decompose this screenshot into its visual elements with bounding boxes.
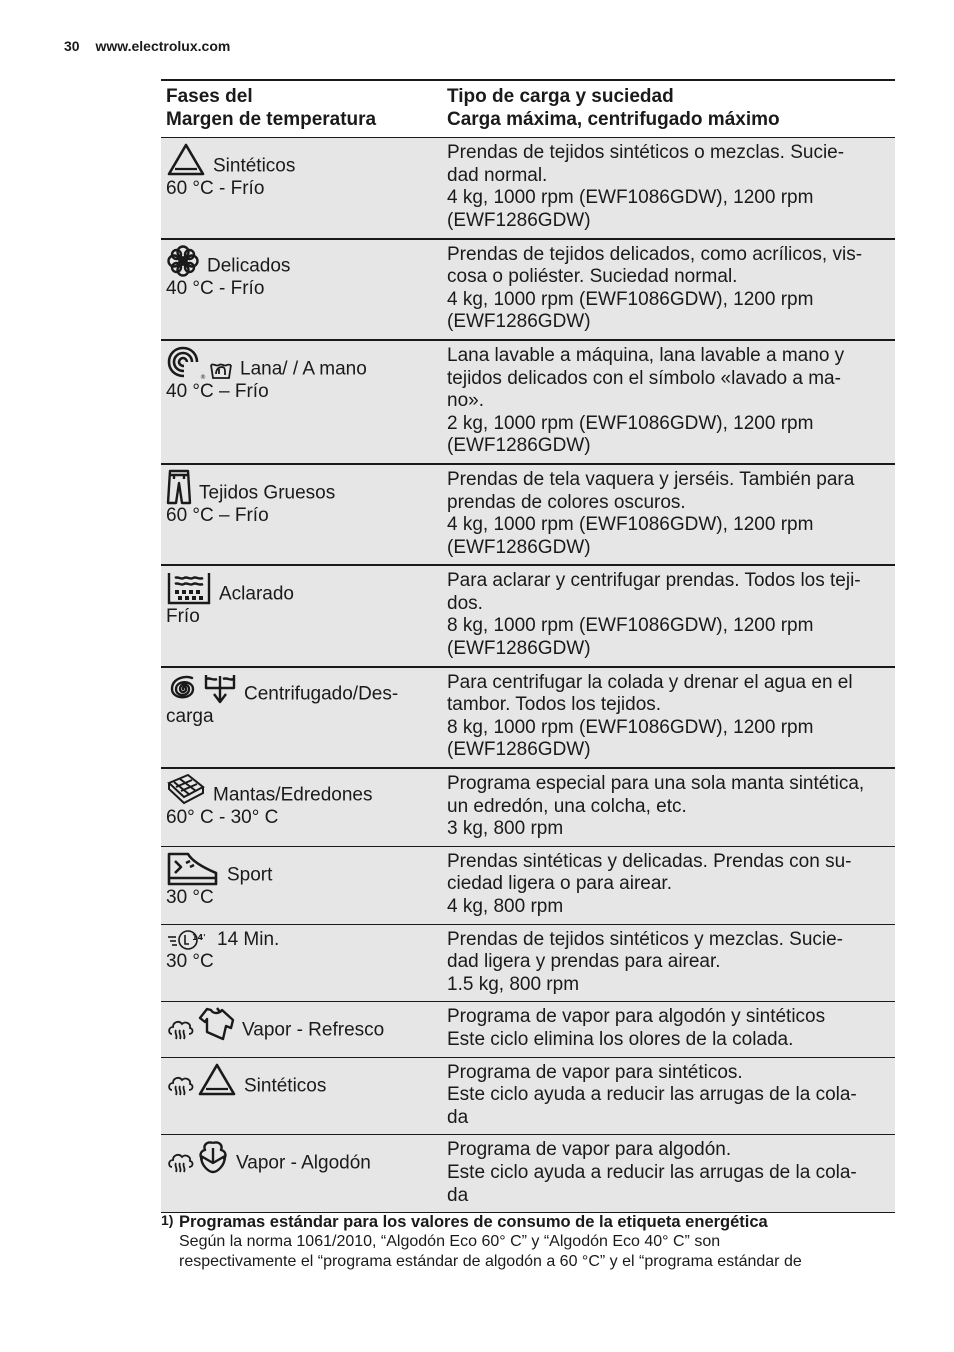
description-line: 4 kg, 1000 rpm (EWF1086GDW), 1200 rpm [447, 288, 814, 310]
program-table [161, 79, 895, 1213]
description-line: dad ligera y prendas para airear. [447, 951, 721, 973]
quick-14-min-icon [166, 929, 213, 951]
program-icons [166, 672, 240, 706]
program-name: Delicados [207, 254, 291, 276]
table-row [161, 138, 895, 239]
program-icons [166, 1062, 240, 1098]
description-line: da [447, 1106, 469, 1128]
program-icons [166, 142, 209, 178]
program-icons [166, 929, 213, 951]
table-row [161, 1057, 895, 1135]
description-line: (EWF1286GDW) [447, 311, 591, 333]
rinse-tub-icon [166, 570, 215, 606]
description-line: Este ciclo ayuda a reducir las arrugas de la cola- [447, 1084, 857, 1106]
column-header-load [442, 80, 895, 138]
description-line: cosa o poliéster. Suciedad normal. [447, 266, 738, 288]
program-icons [166, 1006, 238, 1042]
description-line: Prendas de tela vaquera y jerséis. También para [447, 468, 855, 490]
program-icons [166, 345, 236, 381]
description-line: dad normal. [447, 164, 548, 186]
refresh-shirt-icon [197, 1006, 238, 1042]
wool-mark-icon [166, 345, 209, 381]
program-cell [161, 1002, 442, 1057]
program-name: Mantas/Edredones [213, 784, 373, 806]
program-icons [166, 851, 223, 887]
header-line: Carga máxima, centrifugado máximo [447, 108, 780, 130]
sport-shoe-icon [166, 851, 223, 887]
load-description-cell [442, 340, 895, 464]
load-description-cell [442, 846, 895, 924]
program-icons [166, 1139, 232, 1175]
table-row [161, 464, 895, 565]
header-line: Tipo de carga y suciedad [447, 86, 674, 107]
load-description-cell [442, 768, 895, 846]
program-name: 14 Min. [217, 928, 280, 950]
program-cell [161, 1057, 442, 1135]
table-row [161, 239, 895, 340]
program-name: Sintéticos [213, 155, 296, 177]
description-line: 4 kg, 1000 rpm (EWF1086GDW), 1200 rpm [447, 187, 814, 209]
load-description-cell [442, 1135, 895, 1213]
description-line: 4 kg, 1000 rpm (EWF1086GDW), 1200 rpm [447, 514, 814, 536]
program-name: Sport [227, 864, 273, 886]
description-line: Programa especial para una sola manta sintética, [447, 773, 865, 795]
program-cell [161, 846, 442, 924]
description-line: Este ciclo elimina los olores de la colada. [447, 1028, 794, 1050]
program-temperature: Frío [166, 606, 200, 628]
program-temperature: 40 °C – Frío [166, 380, 269, 402]
footnote-line: respectivamente el “programa estándar de algodón a 60 °C” y el “programa estándar de [179, 1253, 802, 1270]
program-name: Sintéticos [244, 1074, 327, 1096]
description-line: (EWF1286GDW) [447, 739, 591, 761]
program-temperature: 30 °C [166, 951, 214, 973]
description-line: Programa de vapor para algodón. [447, 1139, 732, 1161]
table-row [161, 768, 895, 846]
program-cell [161, 565, 442, 666]
program-temperature: 60 °C - Frío [166, 178, 265, 200]
program-name: Tejidos Gruesos [199, 482, 336, 504]
description-line: Prendas de tejidos sintéticos o mezclas. Sucie- [447, 142, 845, 164]
svg-text:®: ® [200, 373, 206, 381]
synthetics-triangle-icon [197, 1062, 240, 1098]
load-description-cell [442, 138, 895, 239]
description-line: no». [447, 390, 484, 412]
program-cell [161, 464, 442, 565]
description-line: Para aclarar y centrifugar prendas. Todos los teji- [447, 570, 861, 592]
svg-text:14': 14' [192, 933, 206, 943]
table-header-row [161, 80, 895, 138]
steam-icon [166, 1149, 197, 1175]
table-row [161, 924, 895, 1002]
load-description-cell [442, 464, 895, 565]
description-line: 8 kg, 1000 rpm (EWF1086GDW), 1200 rpm [447, 716, 814, 738]
program-icons [166, 244, 203, 278]
description-line: (EWF1286GDW) [447, 638, 591, 660]
load-description-cell [442, 239, 895, 340]
description-line: da [447, 1184, 469, 1206]
description-line: tambor. Todos los tejidos. [447, 694, 662, 716]
description-line: tejidos delicados con el símbolo «lavado a ma- [447, 367, 841, 389]
load-description-cell [442, 1057, 895, 1135]
header-line: Margen de temperatura [166, 108, 377, 130]
description-line: Prendas de tejidos sintéticos y mezclas. Sucie- [447, 928, 844, 950]
program-temperature: 40 °C - Frío [166, 277, 265, 299]
program-cell [161, 1135, 442, 1213]
load-description-cell [442, 667, 895, 768]
program-temperature: 60° C - 30° C [166, 807, 279, 829]
load-description-cell [442, 565, 895, 666]
drain-icon [203, 672, 240, 706]
program-icons [166, 570, 215, 606]
steam-icon [166, 1072, 197, 1098]
program-name: Lana/ / A mano [240, 358, 367, 380]
description-line: 8 kg, 1000 rpm (EWF1086GDW), 1200 rpm [447, 615, 814, 637]
program-icons [166, 773, 209, 807]
description-line: Prendas sintéticas y delicadas. Prendas con su- [447, 850, 852, 872]
hand-wash-icon [209, 357, 236, 381]
table-row [161, 1002, 895, 1057]
table-row [161, 1135, 895, 1213]
program-name: Centrifugado/Des- [244, 683, 399, 705]
description-line: 2 kg, 1000 rpm (EWF1086GDW), 1200 rpm [447, 412, 814, 434]
description-line: Lana lavable a máquina, lana lavable a mano y [447, 344, 845, 366]
footnote-title: Programas estándar para los valores de consumo de la etiqueta energética [179, 1213, 768, 1231]
description-line: Para centrifugar la colada y drenar el agua en el [447, 671, 853, 693]
load-description-cell [442, 1002, 895, 1057]
description-line: Prendas de tejidos delicados, como acrílicos, vis- [447, 243, 863, 265]
program-cell [161, 924, 442, 1002]
table-row [161, 667, 895, 768]
description-line: (EWF1286GDW) [447, 536, 591, 558]
table-row [161, 846, 895, 924]
footnote [161, 1212, 891, 1272]
column-header-phases [161, 80, 442, 138]
description-line: dos. [447, 592, 483, 614]
table-row [161, 340, 895, 464]
program-cell [161, 667, 442, 768]
spin-spiral-icon [166, 672, 203, 706]
program-cell [161, 768, 442, 846]
description-line: (EWF1286GDW) [447, 209, 591, 231]
program-icons [166, 469, 195, 505]
site-url: www.electrolux.com [95, 38, 231, 54]
jeans-icon [166, 469, 195, 505]
description-line: prendas de colores oscuros. [447, 491, 686, 513]
cotton-flower-icon [197, 1139, 232, 1175]
header-line: Fases del [166, 86, 253, 107]
description-line: (EWF1286GDW) [447, 435, 591, 457]
program-cell [161, 239, 442, 340]
description-line: un edredón, una colcha, etc. [447, 795, 687, 817]
program-name: Aclarado [219, 583, 294, 605]
footnote-marker: 1) [161, 1212, 174, 1228]
description-line: 1.5 kg, 800 rpm [447, 973, 580, 995]
duvet-icon [166, 773, 209, 807]
description-line: ciedad ligera o para airear. [447, 873, 672, 895]
page-header [64, 38, 230, 54]
description-line: 4 kg, 800 rpm [447, 896, 564, 917]
delicates-flower-icon [166, 244, 203, 278]
program-name: Vapor - Algodón [236, 1152, 371, 1174]
program-cell [161, 138, 442, 239]
load-description-cell [442, 924, 895, 1002]
program-name: Vapor - Refresco [242, 1019, 385, 1041]
description-line: 3 kg, 800 rpm [447, 818, 564, 840]
description-line: Este ciclo ayuda a reducir las arrugas de la cola- [447, 1161, 857, 1183]
steam-icon [166, 1016, 197, 1042]
program-temperature: 30 °C [166, 886, 214, 908]
program-cell [161, 340, 442, 464]
footnote-line: Según la norma 1061/2010, “Algodón Eco 60° C” y “Algodón Eco 40° C” son [179, 1233, 721, 1250]
program-temperature: carga [166, 705, 214, 727]
table-row [161, 565, 895, 666]
description-line: Programa de vapor para algodón y sintéticos [447, 1006, 826, 1028]
description-line: Programa de vapor para sintéticos. [447, 1061, 743, 1083]
synthetics-triangle-icon [166, 142, 209, 178]
program-temperature: 60 °C – Frío [166, 504, 269, 526]
page-number: 30 [64, 38, 80, 54]
